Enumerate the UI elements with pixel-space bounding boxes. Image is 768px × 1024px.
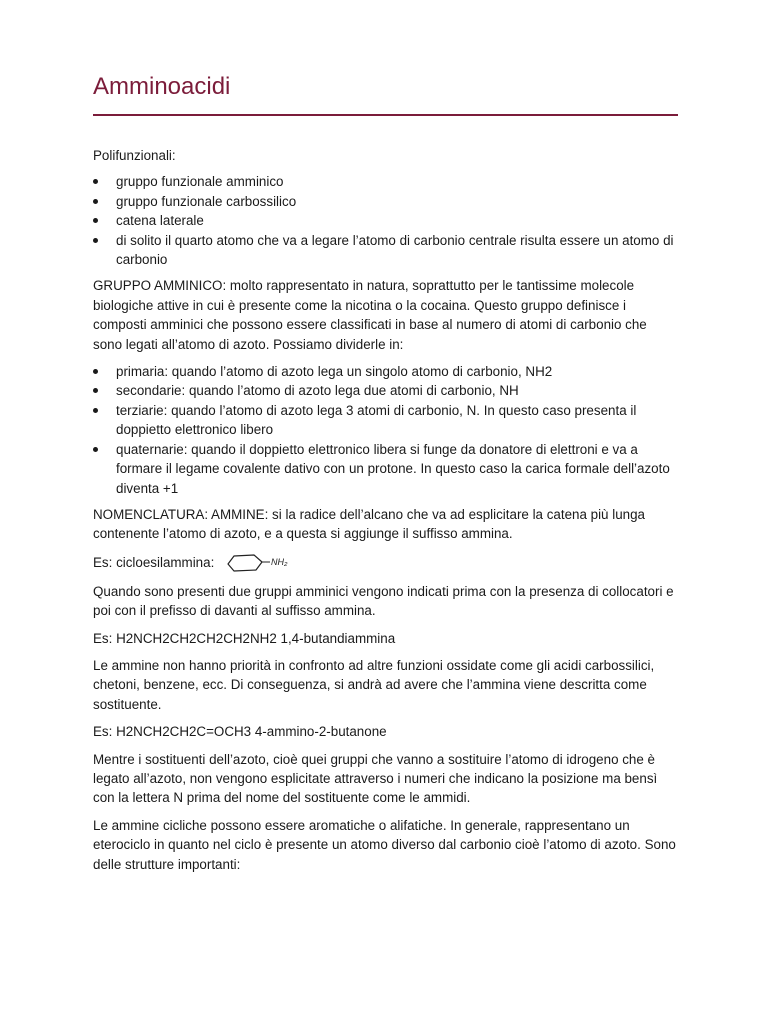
intro-bullet-list	[93, 172, 678, 269]
example-cicloesilammina	[93, 552, 678, 574]
paragraph-sostituenti: Mentre i sostituenti dell’azoto, cioè quei gruppi che vanno a sostituire l’atomo di idrogeno che è legato all’azoto, non vengono esplicitate attraverso i numeri che indicano la posizione ma bensì con la lettera N prima del nome del sostituente come le ammidi.	[93, 751, 658, 806]
sketch-nh2-label: NH₂	[271, 556, 288, 567]
title-underline	[93, 114, 678, 116]
example-label: Es: cicloesilammina:	[93, 555, 215, 571]
bullet-icon	[93, 179, 98, 184]
paragraph-due-gruppi: Quando sono presenti due gruppi amminici vengono indicati prima con la presenza di collocatori e poi con il prefisso di davanti al suffisso ammina.	[93, 583, 674, 619]
bullet-icon	[93, 218, 98, 223]
list-item: secondarie: quando l’atomo di azoto lega due atomi di carbonio, NH	[93, 381, 678, 400]
list-item: gruppo funzionale amminico	[93, 172, 678, 191]
paragraph-priorita: Le ammine non hanno priorità in confronto ad altre funzioni ossidate come gli acidi carbossilici, chetoni, benzene, ecc. Di conseguenza, si andrà ad avere che l’ammina viene descritta come sostituente.	[93, 657, 655, 712]
page-title: Amminoacidi	[93, 73, 231, 100]
paragraph-cicliche: Le ammine cicliche possono essere aromatiche o alifatiche. In generale, rappresentano un eterociclo in quanto nel ciclo è presente un atomo diverso dal carbonio cioè l’atomo di azoto. Sono delle strutture importanti:	[93, 817, 676, 872]
example-butandiammina: Es: H2NCH2CH2CH2CH2NH2 1,4-butandiammina	[93, 630, 396, 646]
list-item: quaternarie: quando il doppietto elettronico libera si funge da donatore di elettroni e va a formare il legame covalente dativo con un protone. In questo caso la carica formale dell’azoto diventa +1	[93, 440, 678, 498]
list-item: terziarie: quando l’atomo di azoto lega 3 atomi di carbonio, N. In questo caso presenta il doppietto elettronico libero	[93, 401, 678, 440]
paragraph-nomenclatura: NOMENCLATURA: AMMINE: si la radice dell’alcano che va ad esplicitare la catena più lunga contenente l’atomo di azoto, e a questa si aggiunge il suffisso ammina.	[93, 506, 645, 542]
bullet-icon	[93, 369, 98, 374]
example-butanone: Es: H2NCH2CH2C=OCH3 4-ammino-2-butanone	[93, 724, 387, 740]
list-item: di solito il quarto atomo che va a legare l’atomo di carbonio centrale risulta essere un atomo di carbonio	[93, 231, 678, 270]
list-item: catena laterale	[93, 211, 678, 230]
cyclohexylamine-sketch-icon	[224, 552, 304, 574]
bullet-icon	[93, 238, 98, 243]
document-page	[93, 68, 678, 882]
bullet-icon	[93, 447, 98, 452]
bullet-icon	[93, 408, 98, 413]
amine-class-bullet-list	[93, 362, 678, 498]
bullet-icon	[93, 388, 98, 393]
list-item: gruppo funzionale carbossilico	[93, 192, 678, 211]
paragraph-gruppo-amminico: GRUPPO AMMINICO: molto rappresentato in natura, soprattutto per le tantissime molecole biologiche attive in cui è presente come la nicotina o la cocaina. Questo gruppo definisce i composti amminici che possono essere classificati in base al numero di atomi di carbonio che sono legati all’atomo di azoto. Possiamo dividerle in:	[93, 278, 647, 352]
list-item: primaria: quando l’atomo di azoto lega un singolo atomo di carbonio, NH2	[93, 362, 678, 381]
intro-label: Polifunzionali:	[93, 148, 176, 163]
bullet-icon	[93, 199, 98, 204]
